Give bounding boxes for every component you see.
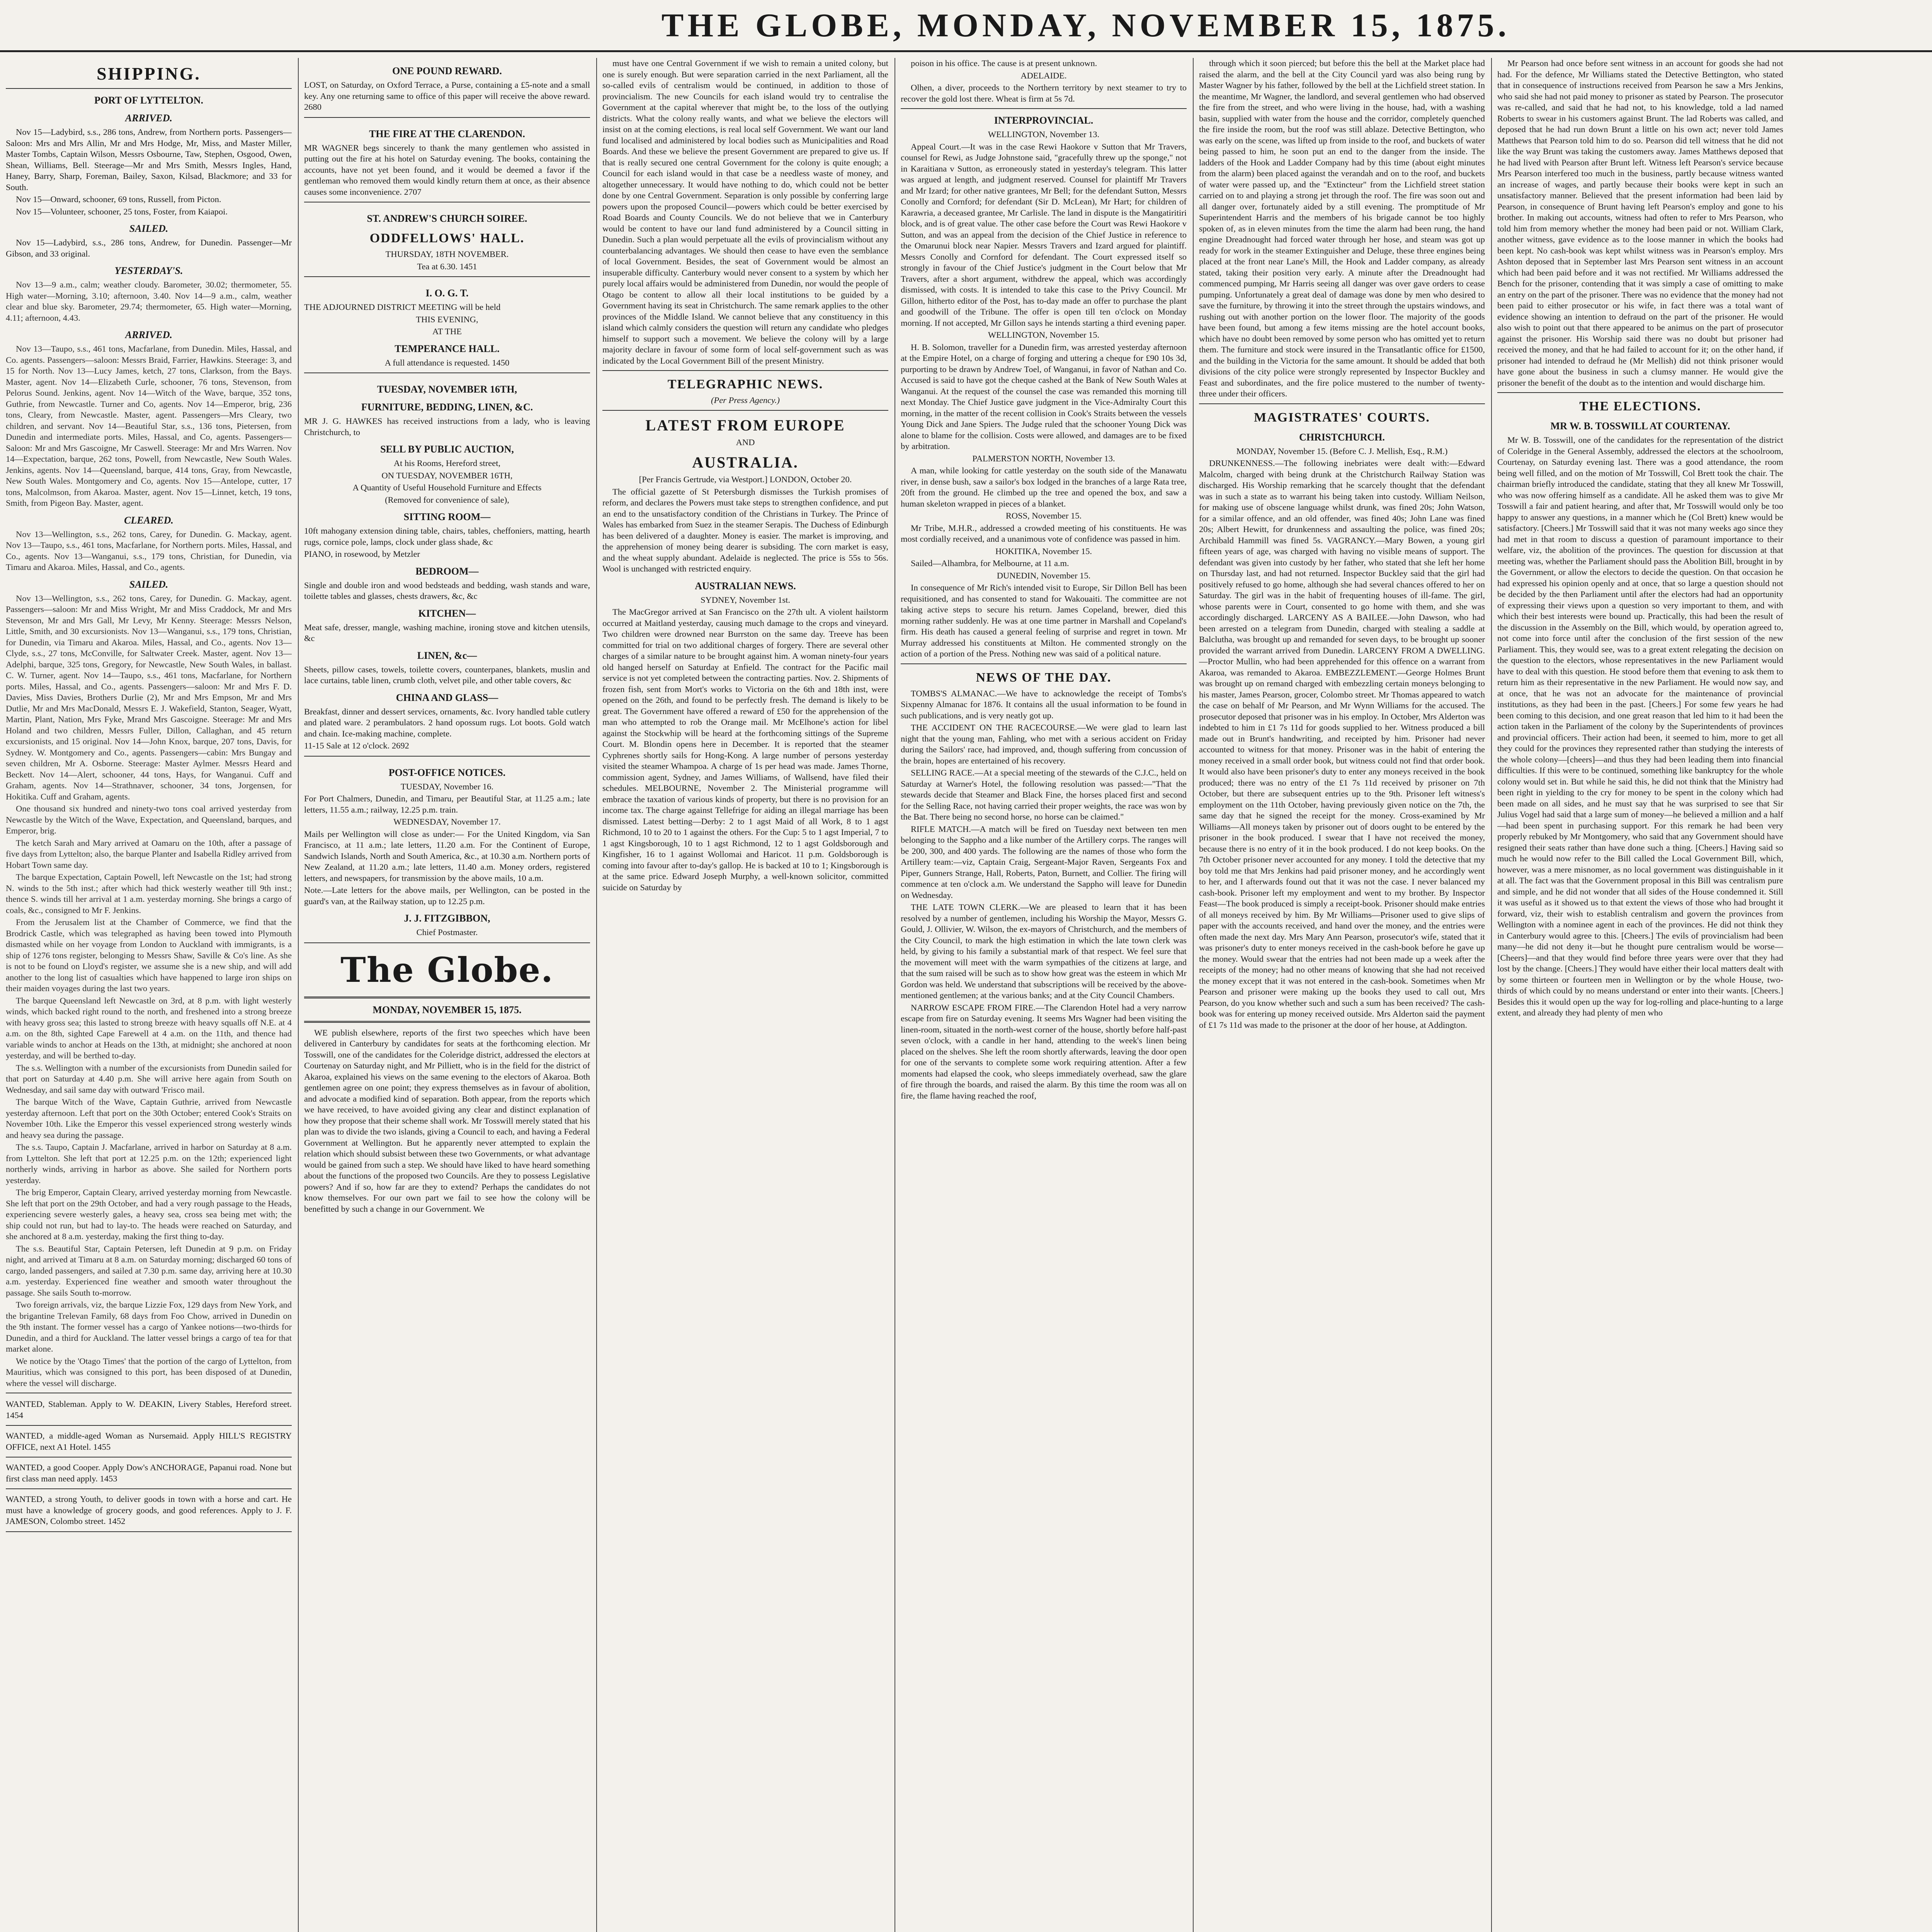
tosswill-heading: MR W. B. TOSSWILL AT COURTENAY. bbox=[1550, 420, 1730, 432]
news-item: TOMBS'S ALMANAC.—We have to acknowledge the receipt of Tombs's Sixpenny Almanac for 1876. It contains all the usual information to be found in such publications, and is very neatly got up. bbox=[901, 688, 1187, 720]
sailed-heading: SAILED. bbox=[129, 223, 168, 234]
auction-china: Breakfast, dinner and dessert services, ornaments, &c. Ivory handled table cutlery and plated ware. 2 perambulators. 2 hand opossum rugs. Lot boots. Gold watch and chain. Ice-making machine, complete. bbox=[304, 706, 590, 738]
telegraphic-heading: TELEGRAPHIC NEWS. bbox=[667, 377, 823, 391]
auction-bedroom: Single and double iron and wood bedsteads and bedding, wash stands and ware, toilette tables and glasses, chests drawers, &c, &c bbox=[304, 580, 590, 601]
auction-date: TUESDAY, NOVEMBER 16TH, bbox=[377, 384, 517, 395]
europe-news: The official gazette of St Petersburgh dismisses the Turkish promises of reform, and declares the Powers must take steps to strengthen confidence, and put an end to the unsatisfactory condition of the Christians in Turkey. The Prince of Wales has embarked from Suez in the steamer Serapis. The Duchess of Edinburgh has been delivered of a daughter. Money is easier. The market is improving, and the apprehension of money being dearer is subsiding. The corn market is easy, and the wheat supply abundant. Adelaide is neglected. The price is 55s to 56s. Wool is unchanged with restricted enquiry. bbox=[602, 486, 888, 573]
shipping-note: From the Jerusalem list at the Chamber of Commerce, we find that the Brodrick Castle, which was telegraphed as having been towed into Plymouth dismasted while on her voyage from London to Auckland with immigrants, is a ship of 1276 tons register, belonging to Messrs Shaw, Saville & Co's line. As she is not to be found on Lloyd's register, we assume she is a new ship, and will add another to the long list of casualties which have happened to large iron ships on their maiden voyages during the last two years. bbox=[6, 917, 292, 993]
tosswill-report: Mr W. B. Tosswill, one of the candidates for the representation of the district of Coleridge in the General Assembly, addressed the electors at the schoolroom, Courtenay, on Saturday evening last. There was a good attendance, the room being well filled, and on the motion of Mr Tosswill, Col Brett took the chair. The chairman briefly introduced the candidate, stating that they all knew Mr Tosswill, who was now offering himself as a candidate. All he asked them was to give Mr Tosswill a fair and patient hearing, and after that, Mr Tosswill would only be too happy to answer any questions, in a manner which he (Col Brett) knew would be satisfactory. [Cheers.] Mr Tosswill said that it was not many weeks ago since they had met in that room to discuss a question of paramount importance to their welfare, viz, the abolition of the provinces. The question for discussion at that meeting was, whether the Parliament should pass the Abolition Bill, brought in by the Government, or allow the electors to decide the question. On that occasion he had expressed his opinion openly and at once, that so large a question should not be decided by the then Parliament until after the electors had had an opportunity of expressing their views upon a question so very important to them, and with which their best interests were bound up. Practically, this had been the result of the discussion in the Assembly on the Bill, which would, by operation agreed to, not come into force until after the conclusion of the first session of the new Parliament. This, they would see, was to a great extent relegating the decision on the question to the electors, whose representatives in the new Parliament would have to deal with this question. He stood before them that evening to ask them to return him as their representative in the new Parliament. He would now say, and at once, that he was not an advocate for the maintenance of provincial institutions, as they had been in the past. [Cheers.] For some few years he had been coming to this decision, and one great reason that led him to it had been the action taken in the Parliament of the colony by the Superintendents of provinces and provincial officers. Their action had been, it seemed to him, more to get all they could for the provinces they represented rather than studying the interests of the whole colony—[cheers]—and thus they had been leading them into financial difficulties. If this were to be continued, something like bankruptcy for the whole colony would set in. But while he said this, he did not think that the Ministry had been right in yielding to the cry for money to be spent in the colony which had been made on all sides, and he must say that he was surprised to see that Sir Julius Vogel had said that a large sum of money—he believed a million and a half—had been spent in purchasing support. For this remark he had been very properly rebuked by Mr Montgomery, who said that any Government should have resigned their seats rather than have done such a thing. [Cheers.] Having said so much he would now refer to the Bill called the Local Government Bill, which, however, was a mere misnomer, as no local government was distinguishable in it at all. The fact was that the Government proposal in this Bill was centralism pure and simple, and he did not wonder that all sides of the House condemned it. Still it was useful as it showed us to that extent the views of those who had brought it forward, viz, their wish to establish centralism and govern the provinces from Wellington with a nominee agent in each of the provinces. He did not think they in Canterbury would agree to this. [Cheers.] The evils of provincialism had been many—he did not deny it—but he thought pure centralism would be worse—[Cheers]—and that they would find before three years were over that they had lost by the change. [Cheers.] They would have either their local matters dealt with by some thirteen or fourteen men in Wellington or by the whole House, two-thirds of which could by no means understand or enter into their wants. [Cheers.] Besides this it would open up the way for log-rolling and place-hunting to a large extent, and already they had plenty of men who bbox=[1497, 435, 1783, 1017]
column-rule bbox=[596, 58, 597, 1932]
columns bbox=[6, 58, 1932, 1932]
latest-heading: LATEST FROM EUROPE bbox=[645, 416, 845, 434]
column-rule bbox=[298, 58, 299, 1932]
auction-intro: MR J. G. HAWKES has received instructions from a lady, who is leaving Christchurch, to bbox=[304, 416, 590, 437]
shipping-note: We notice by the 'Otago Times' that the portion of the cargo of Lyttelton, from Mauritius, which was consigned to this port, has been disposed of at Dunedin, where the vessel will discharge. bbox=[6, 1356, 292, 1388]
soiree-tea: Tea at 6.30. 1451 bbox=[417, 261, 477, 271]
reward-heading: ONE POUND REWARD. bbox=[392, 65, 502, 77]
cleared-heading: CLEARED. bbox=[124, 514, 173, 526]
interprovincial-heading: INTERPROVINCIAL. bbox=[994, 115, 1094, 126]
column-rule bbox=[1193, 58, 1194, 1932]
arrival-entry: Nov 15—Onward, schooner, 69 tons, Russell, from Picton. bbox=[16, 194, 221, 204]
auction-sell: SELL BY PUBLIC AUCTION, bbox=[380, 444, 514, 455]
court-report: DRUNKENNESS.—The following inebriates were dealt with:—Edward Malcolm, charged with being drunk at the Christchurch Railway Station was discharged. His Worship remarking that he scarcely thought that the defendant was in such a state as to warrant his being taken into custody. William Neilson, for making use of obscene language whilst drunk, was fined 20s; John Watson, for a similar offence, and an old offender, was fined 40s; John Lane was fined 20s; Albert Hewitt, for drunkenness and assaulting the police, was fined 20s; Archibald Hammill was fined 5s. VAGRANCY.—Mary Bowen, a young girl fifteen years of age, was charged with having no visible means of support. The defendant was given into custody by her father, who stated that she left her home on Thursday last, and had not returned. Inspector Buckley said that the girl had positively refused to go home, although she had several chances offered to her on Saturday. The girl was in the habit of frequenting houses of ill-fame. The girl, whose parents were in Court, consented to go home with them, and she was accordingly discharged. LARCENY AS A BAILEE.—John Dawson, who had been arrested on a telegram from Dunedin, charged with stealing a saddle at Balclutha, was brought up and remanded for seven days, to be brought up sooner provided the warrant arrived from Dunedin. LARCENY FROM A DWELLING.—Proctor Mullin, who had been apprehended for this offence on a warrant from Akaroa, was remanded to Akaroa. EMBEZZLEMENT.—George Holmes Brunt was brought up on remand charged with embezzling certain moneys belonging to his master, James Pearson, grocer, Colombo street. Mr Thomas appeared to watch the case on behalf of Mr Pearson, and Mr Wynn Williams for the accused. The prosecutor deposed that prisoner was in his employ. In October, Mrs Alderton was indebted to him in £1 7s 11d for goods supplied to her. Witness produced a bill made out in Brunt's handwriting, and receipted by him. Prisoner had never accounted to witness for that money. Prisoner was in the habit of entering the money received in a small order book, but witness could not find that order book. It would also have been prisoner's duty to enter any moneys received in the book produced; there was no entry of the £1 7s 11d received by prisoner on 7th October, but there are subsequent entries up to the 9th. Prisoner left witness's employment on the 11th October, having previously given notice on the 7th, the same day that he signed the receipt for the money. Cross-examined by Mr Williams—All moneys taken by prisoner out of doors ought to be entered by the prisoner in the book produced. I swear that I have not received the money, because there is no entry of it in the book produced. I do not keep books. On the 7th October prisoner never accounted for any money. I told the detective that my boy told me that Mrs Jenkins had paid prisoner money, and he accordingly went to her, and I afterwards found out that it was not the case. I never balanced my cash-book. Prisoner left my employment and went to my brother. By Inspector Feast—The book produced is simply a receipt-book. Prisoner should make entries of all moneys received by him. By Mr Williams—Prisoner used to give slips of paper with the accounts received, and hand over the money, and the entries were often made the next day. Mrs Mary Ann Pearson, prosecutor's wife, stated that it was prisoner's duty to enter moneys received in the cash-book before he gave up the money. Would swear that the entries had not been made up a week after the receipts of the money; had no other means of knowing that she had not received the money except that it was not entered in the cash-book. Sometimes when Mr Pearson and prisoner were making up the books they used to call out, Mrs Pearson, do you know whether such and such a sum has been received? The cash-book was for entering up money received outside. Mrs Alderton said the payment of £1 7s 11d was made to the prisoner at the door of her house, at Addington. bbox=[1199, 458, 1485, 1030]
soiree-date: THURSDAY, 18TH NOVEMBER. bbox=[385, 249, 509, 259]
australian-continued: poison in his office. The cause is at present unknown. bbox=[911, 58, 1097, 68]
yesterday-heading: YESTERDAY'S. bbox=[114, 265, 183, 276]
iogt-evening: THIS EVENING, bbox=[416, 314, 478, 324]
latest-australia: AUSTRALIA. bbox=[692, 454, 799, 471]
classified-ad bbox=[6, 1397, 292, 1426]
shipping-note: The s.s. Wellington with a number of the excursionists from Dunedin sailed for that port on Saturday at 4.40 p.m. She will arrive here again from South on Wednesday, and sail same day with outward 'Frisco mail. bbox=[6, 1063, 292, 1095]
column-5 bbox=[1199, 58, 1485, 1932]
classified-ad bbox=[6, 1461, 292, 1489]
post-wednesday-body: Mails per Wellington will close as under:— For the United Kingdom, via San Francisco, at 11 a.m.; late letters, 11.20 a.m. For the Continent of Europe, Sandwich Islands, North and South America, &c., at 10.30 a.m. Northern ports of New Zealand, at 11.20 a.m.; late letters, 11.40 a.m. Money orders, registered letters, and newspapers, for transmission by the above mails, 10 a.m. bbox=[304, 829, 590, 883]
interprovincial-news-2: H. B. Solomon, traveller for a Dunedin firm, was arrested yesterday afternoon at the Empire Hotel, on a charge of forging and uttering a cheque for £90 10s 3d, purporting to be drawn by Andrew Toel, of Wanganui, in favor of Nathan and Co. Accused is said to have got the cheque cashed at the Bank of New South Wales at Wanganui. At the request of the counsel the case was remanded this morning till next Monday. The Chief Justice gave judgment in the Vice-Admiralty Court this morning, in the matter of the recent collision in Cook's Straits between the vessels Young Dick and Jane Spiers. The Judge ruled that the schooner Young Dick was alone to blame for the collision. Costs were allowed, and damages are to be fixed by arbitration. bbox=[901, 342, 1187, 451]
cleared-list: Nov 13—Wellington, s.s., 262 tons, Carey, for Dunedin. G. Mackay, agent. Nov 13—Taupo, s.s., 461 tons, Macfarlane, for Northern ports. Miles, Hassal, and Co., agents. Nov 13—Wanganui, s.s., 179 tons, Christian, for Dunedin, via Timaru and Akaroa. Miles, Hassal, and Co., agents. bbox=[6, 529, 292, 572]
classified-ad bbox=[6, 1429, 292, 1458]
iogt-note: A full attendance is requested. 1450 bbox=[384, 357, 510, 367]
post-tuesday: TUESDAY, November 16. bbox=[401, 781, 493, 791]
adelaide-news: Olhen, a diver, proceeds to the Northern territory by next steamer to try to recover the gold lost there. Wheat is firm at 5s 7d. bbox=[901, 83, 1187, 104]
arrival-entry: Nov 15—Ladybird, s.s., 286 tons, Andrew, from Northern ports. Passengers—Saloon: Mrs and Mrs Allin, Mr and Mrs Hodge, Mr, Miss, and Master Miller, Master Tombs, Captain Wilson, Messrs Osbourne, Taw, Stephen, Osgood, Owen, Shean, Williams, Bell. Steerage—Mr and Mrs Smith, Messrs Ingles, Hand, Haney, Barry, Sharp, Foreman, Bailey, Saxon, Kilsad, Blackmore; and 33 for South. bbox=[6, 127, 292, 192]
ad-text: WANTED, Stableman. Apply to W. DEAKIN, Livery Stables, Hereford street. 1454 bbox=[6, 1399, 292, 1420]
gertrude-line: [Per Francis Gertrude, via Westport.] LONDON, October 20. bbox=[639, 474, 852, 484]
shipping-note: The s.s. Beautiful Star, Captain Petersen, left Dunedin at 9 p.m. on Friday night, and arrived at Timaru at 8 a.m. on Saturday morning; discharged 60 tons of cargo, landed passengers, and sailed at 7.30 p.m. same day, arriving here at 10.30 a.m. yesterday. Experienced fine weather and smooth water throughout the passage. She sails South to-morrow. bbox=[6, 1243, 292, 1298]
auction-kitchen: Meat safe, dresser, mangle, washing machine, ironing stove and kitchen utensils, &c bbox=[304, 622, 590, 643]
fire-body: MR WAGNER begs sincerely to thank the many gentlemen who assisted in putting out the fire at his hotel on Saturday evening. The books, containing the accounts, have not yet been found, and it would be deemed a favor if the gentleman who removed them would kindly return them at once, as their absence causes some inconvenience. 2707 bbox=[304, 143, 590, 197]
auction-sale: 11-15 Sale at 12 o'clock. 2692 bbox=[304, 741, 409, 750]
auction-bedroom-heading: BEDROOM— bbox=[415, 565, 479, 577]
ad-text: WANTED, a good Cooper. Apply Dow's ANCHORAGE, Papanui road. None but first class man need apply. 1453 bbox=[6, 1463, 292, 1483]
shipping-note: The barque Witch of the Wave, Captain Guthrie, arrived from Newcastle yesterday afternoon. Left that port on the 30th October; entered Cook's Straits on November 10th. Like the Emperor this vessel experienced strong westerly winds and heavy sea during the passage. bbox=[6, 1097, 292, 1140]
auction-linen-heading: LINEN, &c— bbox=[417, 650, 477, 661]
ad-text: WANTED, a middle-aged Woman as Nursemaid. Apply HILL'S REGISTRY OFFICE, next A1 Hotel. 1455 bbox=[6, 1431, 292, 1452]
post-wednesday: WEDNESDAY, November 17. bbox=[393, 817, 501, 827]
masthead bbox=[0, 0, 1932, 52]
hall-name: ODDFELLOWS' HALL. bbox=[369, 231, 525, 245]
classified-ad bbox=[6, 1492, 292, 1532]
post-office-notices bbox=[304, 760, 590, 943]
sydney-dateline: SYDNEY, November 1st. bbox=[700, 595, 791, 605]
magistrates-heading: MAGISTRATES' COURTS. bbox=[1254, 410, 1430, 425]
news-item: THE LATE TOWN CLERK.—We are pleased to learn that it has been resolved by a number of gentlemen, including his Worship the Mayor, Messrs G. Gould, J. Ollivier, W. Wilson, the ex-mayors of Christchurch, and the members of the City Council, to mark the high estimation in which the late town clerk was held, by giving to his family a substantial mark of that respect. We feel sure that the movement will meet with the warm sympathies of the citizens at large, and that the sum raised will be such as to show how great was the esteem in which Mr Gordon was held. We understand that subscriptions will be received by the above-mentioned gentlemen; at the various banks; and at the City Council Chambers. bbox=[901, 902, 1187, 1000]
fire-report-continued: through which it soon pierced; but before this the bell at the Market place had raised the alarm, and the bell at the City Council yard was also being rung by Master Wagner by his father, followed by the bell at the Lichfield street station. In the meantime, Mr Wagner, the landlord, and several gentlemen who had observed the fire from the street, and who were living in the house, had, with a washing basin, supplied with water from the house and the corridor, completely quenched the fire inside the room, but the roof was still ablaze. Detective Bettington, who was early on the scene, was lifted up from inside to the roof, and buckets of water being passed to him, he soon put an end to the danger from the inside. The ladders of the Hook and Ladder Company had by this time (about eight minutes from the alarm) been placed against the verandah and on to the roof, and buckets of water were passed up, and the "Extincteur" from the Lichfield street station carried on to and playing a strong jet through the roof. The fire was soon out and all danger over, fortunately aided by a still evening. The promptitude of Mr Superintendent Harris and the members of his brigade cannot be too highly spoken of, as in eleven minutes from the time the alarm had been rung, the hand engine Dreadnought had forced water through her hose, and steam was got up ready for work in the steamer Extinguisher and Deluge, these three engines being placed at the front near Lane's Mill, the Hook and Ladder company, as already stated, taking their position very early. A minute after the Dreadnought had commenced pumping, Mr Harris seeing all danger was over gave orders to cease pumping. Unfortunately a great deal of damage was done by men who desired to save the furniture, by throwing it into the street through the upstairs windows, and rushing out with another portion on the lower floor. The majority of the goods have been found, but among a few items missing are the hotel account books, which have no doubt been removed by some person who has omitted yet to return them. The furniture and stock were insured in the Transatlantic office for £1500, and the building in the Victoria for the same amount. It should be added that both divisions of the city police were strongly represented by Inspector Buckley and Feast and subordinates, and the fire police mustered to the number of twenty-three under their officers. bbox=[1199, 58, 1485, 398]
arrivals-list: Nov 13—Taupo, s.s., 461 tons, Macfarlane, from Dunedin. Miles, Hassal, and Co. agents. Passengers—saloon: Messrs Braid, Farrier, Hawkins. Steerage: 3, and 15 for North. Nov 13—Lucy James, ketch, 27 tons, Clarkson, from the Bays. Master, agent. Nov 14—Elizabeth Curle, schooner, 76 tons, Stevenson, from Pelorus Sound. Jenkins, agent. Nov 14—Witch of the Wave, barque, 352 tons, Guthrie, from Newcastle. Turner and Co, agents. Nov 14—Emperor, brig, 236 tons, Cleary, from Newcastle. Master, agent. Passengers—Mrs Cleary, two children, and servant. Nov 14—Beautiful Star, s.s., 136 tons, Pietersen, from Dunedin and intermediate ports. Miles, Hassal, and Co, agents. Passengers—Saloon: Mr and Mrs Gascoigne, Mr Caswell. Steerage: Mr and Mrs Warren. Nov 14—Expectation, barque, 262 tons, Powell, from Newcastle, New South Wales. Jenkins, agents. Nov 14—Queensland, barque, 414 tons, Gray, from Newcastle, New South Wales. Montgomery and Co, agents. Nov 15—Antelope, cutter, 17 tons, Malcolmson, from Akaroa. Master, agent. Nov 15—Linnet, ketch, 19 tons, Smith, from Pigeon Bay. Master, agent. bbox=[6, 344, 292, 508]
shipping-note: The barque Queensland left Newcastle on 3rd, at 8 p.m. with light westerly winds, which backed right round to the north, and freshened into a strong breeze with heavy gross sea; this lasted to strong breeze with heavy squalls off N.E. at 4 a.m. on the 8th, sighted Cape Farewell at 4 a.m. on the 11th, and thence had variable winds to anchor at Heads on the 13th, at midnight; she anchored at noon yesterday, and will be berthed to-day. bbox=[6, 995, 292, 1060]
news-item: SELLING RACE.—At a special meeting of the stewards of the C.J.C., held on Saturday at Warner's Hotel, the following resolution was passed:—"That the stewards decide that Steamer and Black Fine, the horses placed first and second for the Selling Race, not having carried their proper weights, the race was won by the Bat. There being no second horse, no horse can be claimed." bbox=[901, 768, 1187, 821]
soiree-ad bbox=[304, 206, 590, 277]
column-2 bbox=[304, 58, 590, 1932]
reward-ad bbox=[304, 58, 590, 118]
iogt-body: THE ADJOURNED DISTRICT MEETING will be held bbox=[304, 302, 501, 312]
auction-removed: (Removed for convenience of sale), bbox=[385, 495, 509, 505]
column-3 bbox=[602, 58, 888, 1932]
shipping-heading: SHIPPING. bbox=[97, 64, 201, 83]
auction-china-heading: CHINA AND GLASS— bbox=[396, 692, 498, 703]
editorial-text: WE publish elsewhere, reports of the first two speeches which have been delivered in Canterbury by candidates for seats at the forthcoming election. Mr Tosswill, one of the candidates for the Coleridge district, addressed the electors at Courtenay on Saturday night, and Mr Pilliett, who is in the field for the district of Akaroa, explained his views on the same evening to the electors of Akaroa. Both gentlemen agree on one point; they express themselves as in favour of abolition, and advocate a modified kind of separation. Both appear, from the reports which we have received, to have avoided giving any clear and distinct explanation of how they propose that their scheme shall work. Mr Tosswill merely stated that his plan was to divide the two islands, giving a Council to each, and having a Federal Government at Wellington. But he apparently never attempted to explain the relation which should subsist between these two Governments, or what advantage would be gained from such a step. We should have liked to have heard something about the functions of the proposed two Councils. Are they to possess Legislative powers? And if so, how far are they to extend? Perhaps the candidates do not know themselves. For our own part we fail to see how the colony will be benefitted by such a change in our Government. We bbox=[304, 1027, 590, 1214]
iogt-at: AT THE bbox=[432, 327, 462, 336]
sailed-list: Nov 13—Wellington, s.s., 262 tons, Carey, for Dunedin. G. Mackay, agent. Passengers—saloon: Mr and Miss Wright, Mr and Miss Craddock, Mr and Mrs Stevenson, Mr and Mrs Gall, Mr Levy, Mr Kenny. Steerage: Messrs Nelson, Little, Smith, and 30 excursionists. Nov 13—Wanganui, s.s., 179 tons, Christian, for Dunedin, via Timaru and Akaroa. Miles, Hassal, and Co., agents. Nov 13—Clyde, s.s., 27 tons, McConville, for Saltwater Creek. Master, agent. Nov 13—Adelphi, barque, 325 tons, Gregory, for Newcastle, New South Wales, in ballast. C. W. Turner, agent. Nov 14—Taupo, s.s., 461 tons, Macfarlane, for Northern ports. Miles, Hassal, and Co., agents. Passengers—saloon: Mr and Mrs F. D. Davies, Miss Davies, Brothers Durlie (2), Mr and Mrs Empson, Mr and Mrs Dutlie, Mr and Mrs MacDonald, Messrs E. J. Wakefield, Stanton, Seager, Wyatt, Martin, Plant, Nation, Mrs Fyke, Mrand Mrs Gascoigne. Steerage: Mr and Mrs Holand and two children, Messrs Fuller, Dillon, Callaghan, and 45 return excursionists, and 15 original. Nov 14—John Knox, barque, 207 tons, Davis, for Sydney. W. Montgomery and Co., agents. Passengers—cabin: Mrs Bungay and seven children, Mr A. Osborne. Steerage: Master Aylmer. Messrs Heard and Beckett. Nov 14—Alert, schooner, 44 tons, Hays, for Wanganui. Cuff and Graham, agents. Nov 14—Strathnaver, schooner, 34 tons, Jorgensen, for Hokitika. Cuff and Graham, agents. bbox=[6, 593, 292, 801]
ross-news: Mr Tribe, M.H.R., addressed a crowded meeting of his constituents. He was most cordially received, and a unanimous vote of confidence was passed in him. bbox=[901, 523, 1187, 544]
latest-and: AND bbox=[736, 437, 755, 447]
auction-when: ON TUESDAY, NOVEMBER 16TH, bbox=[381, 470, 513, 480]
wellington-dateline-2: WELLINGTON, November 15. bbox=[988, 330, 1100, 340]
press-agency: (Per Press Agency.) bbox=[711, 395, 780, 405]
fire-notice bbox=[304, 121, 590, 203]
auction-sitting: 10ft mahogany extension dining table, chairs, tables, cheffoniers, matting, hearth rugs, cornice pole, lamps, clock under glass shade, &c bbox=[304, 526, 590, 547]
masthead-title: THE GLOBE, MONDAY, NOVEMBER 15, 1875. bbox=[661, 7, 1510, 44]
iogt-hall: TEMPERANCE HALL. bbox=[395, 343, 500, 354]
shipping-note: Two foreign arrivals, viz, the barque Lizzie Fox, 129 days from New York, and the brigantine Trelevan Family, 68 days from Foo Chow, arrived in Dunedin on the 9th instant. The former vessel has a cargo of Yankee notions—two-thirds for Dunedin, and a third for Auckland. The latter vessel brings a cargo of tea for that market alone. bbox=[6, 1300, 292, 1354]
ross-dateline: ROSS, November 15. bbox=[1005, 511, 1082, 520]
post-signature: J. J. FITZGIBBON, bbox=[404, 913, 490, 924]
news-item: NARROW ESCAPE FROM FIRE.—The Clarendon Hotel had a very narrow escape from fire on Saturday evening. It seems Mrs Wagner had been visiting the linen-room, situated in the north-west corner of the house, shortly before half-past seven o'clock, with a candle in her hand, attending to the week's linen being placed on the shelves. She left the room shortly afterwards, leaving the door open for one of the servants to complete some work requiring attention. After a few moments had elapsed the cook, who sleeps immediately overhead, saw the glare of fire through the boards, and raised the alarm. By this time the room was all on fire, the flame having reached the roof, bbox=[901, 1002, 1187, 1100]
editorial-continued: must have one Central Government if we wish to remain a united colony, but one is surely enough. But were separation carried in the next Parliament, all the so-called evils of centralism would be continued, in addition to those of provincialism. The new Councils for each island would try to centralise the Government at the capital wherever that might be, to the loss of the outlying districts. What the colony really wants, and what we believe the electors will insist on at the coming elections, is real local self Government. We want our land fund localised and administered by local bodies such as Municipalities and Road Boards. And these we believe the present Government are prepared to give us. If that is really secured one central Government for the colony is quite enough; a Council for each island would in that case be a needless waste of money, and altogether unnecessary. It would have nothing to do, which could not be better done by one Central Government. Separation is only possible by conferring large powers upon the proposed Council—powers which could be better exercised by Road Boards and County Councils. We do not believe that we in Canterbury would be content to have our land fund administered by a Council sitting in Dunedin. Such a plan would perpetuate all the evils of provincialism without any counterbalancing advantages. We should then cease to have even the semblance of local Government. Besides, the seat of Government would be almost an insuperable difficulty. Canterbury would never consent to a system by which her purely local affairs would be administered from Dunedin, nor would the people of Otago be content to allow all their local institutions to be guided by a Government having its seat in Christchurch. The same remark applies to the other provinces of the Middle Island. We cannot believe that any constituency in this island which calmly considers the question will return any candidate who pledges himself to support such a movement. We believe the colony will by a large majority declare in favour of some form of local self-government such as was indicated by the Local Government Bill of the present Ministry. bbox=[602, 58, 888, 366]
port-heading: PORT OF LYTTELTON. bbox=[94, 95, 204, 106]
shipping-note: The s.s. Taupo, Captain J. Macfarlane, arrived in harbor on Saturday at 8 a.m. from Lyttelton. She left that port at 12.25 p.m. on the 12th; experienced light northerly winds, arriving in harbor as above. She sailed for Northern ports yesterday. bbox=[6, 1142, 292, 1185]
court-date: MONDAY, November 15. (Before C. J. Mellish, Esq., R.M.) bbox=[1236, 446, 1448, 456]
column-rule bbox=[1491, 58, 1492, 1932]
court-report-continued: Mr Pearson had once before sent witness in an account for goods she had not had. For the defence, Mr Williams stated the Detective Bettington, who stated that in consequence of instructions received from Pearson he saw a Mrs Jenkins, who said she had not paid money to prisoner as stated by Pearson. The prosecutor was re-called, and said that he had not, to his knowledge, told a lad named Roberts to swear in his customers against Brunt. The lad Roberts was called, and deposed that he had run down Brunt a little on his own act; never told James Matthews that Pearson told him to do so. Pearson did tell witness that he did not like the way Brunt was taking the customers away. James Matthews deposed that he had lived with Pearson after Brunt left. Witness left Pearson's service because Mrs Pearson interfered too much in the business, partly because witness wanted an increase of wages, and partly because their books were kept in such an unsatisfactory manner. Believed that the present information had been laid by Pearson, in consequence of Brunt having left Pearson's employ and gone to his brother. In making out accounts, witness had often to refer to Mrs Pearson, who told him from memory whether the money had been paid or not. William Clark, another witness, gave evidence as to the loose manner in which the books had been kept. No cash-book was kept whilst witness was in Pearson's employ. Mrs Ashton deposed that in September last Mrs Pearson sent witness in an account which had been paid before and it was not rectified. Mr Williams addressed the Bench for the prisoner, contending that it was simply a case of omitting to make an entry on the part of the prisoner. There was no evidence that the money had not been paid to either prosecutor or his wife, in fact there was a total want of evidence showing an intention to defraud on the part of the prisoner. He would also wish to point out that there appeared to be animus on the part of prosecutor against the prisoner. His Worship said there was no doubt but prisoner had received the money, and that he had failed to account for it; on the other hand, if prisoner had intended to defraud he (Mr Mellish) did not think prisoner would have gone about the business in such a clumsy manner. He would give the prisoner the benefit of the doubt as to the intention and would discharge him. bbox=[1497, 58, 1783, 388]
shipping-note: The barque Expectation, Captain Powell, left Newcastle on the 1st; had strong N. winds to the 5th inst.; after which had thick westerly weather till 9th inst.; thence S. winds till her arrival at 1 a.m. yesterday morning. She brings a cargo of coals, &c., consigned to Mr F. Jenkins. bbox=[6, 872, 292, 915]
post-tuesday-body: For Port Chalmers, Dunedin, and Timaru, per Beautiful Star, at 11.25 a.m.; late letters, 11.55 a.m.; railway, 12.25 p.m. train. bbox=[304, 794, 590, 815]
australian-heading: AUSTRALIAN NEWS. bbox=[695, 580, 796, 592]
issue-date: MONDAY, NOVEMBER 15, 1875. bbox=[372, 1004, 522, 1015]
reward-body: LOST, on Saturday, on Oxford Terrace, a Purse, containing a £5-note and a small key. Any one returning same to office of this paper will receive the above reward. 2680 bbox=[304, 80, 590, 112]
news-of-the-day-heading: NEWS OF THE DAY. bbox=[976, 670, 1112, 685]
auction-linen: Sheets, pillow cases, towels, toilette covers, counterpanes, blankets, muslin and lace curtains, table linen, crumb cloth, velvet pile, and other table covers, &c bbox=[304, 664, 590, 685]
shipping-note: One thousand six hundred and ninety-two tons coal arrived yesterday from Newcastle by the Witch of the Wave, Expectation, and Queensland, barques, and Emperor, brig. bbox=[6, 804, 292, 835]
shipping-note: The brig Emperor, Captain Cleary, arrived yesterday morning from Newcastle. She left that port on the 29th October, and had a very rough passage to the Heads, experiencing severe westerly gales, a heavy sea, cross sea being met with; the ship could not run, but had to lay-to. The heads were reached on Saturday, and she anchored at 8 a.m. yesterday, making the first thing to-day. bbox=[6, 1187, 292, 1241]
fire-heading: THE FIRE AT THE CLARENDON. bbox=[369, 128, 525, 139]
palmerston-news: A man, while looking for cattle yesterday on the south side of the Manawatu river, in dense bush, saw a sailor's box lodged in the branches of a large Rata tree, 20ft from the ground. He climbed up the tree and opened the box, and saw a human skeleton wrapped in pieces of a blanket. bbox=[901, 466, 1187, 509]
auction-ad bbox=[304, 376, 590, 757]
christchurch-heading: CHRISTCHURCH. bbox=[1299, 431, 1385, 443]
australian-news: The MacGregor arrived at San Francisco on the 27th ult. A violent hailstorm occurred at Maitland yesterday, causing much damage to the crops and vineyard. Two children were drowned near Burrston on the same day. Treeve has been committed for trial on two additional charges of forgery. There are several other charges of a similar nature to be brought against him. A woman ninety-four years old hanged herself on Saturday at Enfield. The contract for the Pacific mail service is not yet completed between the contracting parties. Nov. 2. Shipments of frozen fish, sent from Mort's works to Victoria on the 6th and 18th inst, were opened on the 26th, and found to be perfectly fresh. The demand is likely to be great. The Government have offered a reward of £50 for the apprehension of the man who attempted to rob the Orange mail. Mr McElhone's action for libel against the Stockwhip will be heard at the forthcoming sittings of the Supreme Court. M. Blondin opens here in December. It is reported that the steamer Cyphrenes shortly sails for Hong-Kong. A large number of persons yesterday visited the steamer Whampoa. A charge of 1s per head was made. James Thorne, commission agent, Sydney, and James Williams, of Wallsend, have filed their schedules. MELBOURNE, November 2. The Ministerial programme will embrace the taxation of various kinds of property, but there is no provision for an income tax. The charge against Tellefrige for aiding an illegal marriage has been dismissed. Latest betting—Derby: 2 to 1 agst Maid of all Work, 8 to 1 agst Richmond, 10 to 20 to 1 against the others. For the Cup: 5 to 1 agst Imperial, 7 to 1 agst Kingsborough, 10 to 1 agst Richmond, 12 to 1 agst Goldsborough and Kingfisher, 16 to 1 against Wollomai and Haricot. 11 p.m. Goldsborough is coming into favour after to-day's gallop. He is backed at 10 to 1; Kingsborough is at the same price. Edward Joseph Murphy, a well-known solicitor, committed suicide on Saturday by bbox=[602, 607, 888, 892]
hokitika-dateline: HOKITIKA, November 15. bbox=[995, 546, 1092, 556]
dunedin-dateline: DUNEDIN, November 15. bbox=[997, 570, 1091, 580]
dunedin-news: In consequence of Mr Rich's intended visit to Europe, Sir Dillon Bell has been requisitioned, and has consented to stand for Wakouaiti. The committee are not taking active steps to secure his return. James Copeland, brewer, died this morning rather suddenly. He was at one time partner in Marshall and Copeland's firm. His death has caused a general feeling of surprise and regret in town. Mr Murray addressed his constituents at Milton. He commented strongly on the action of a portion of the Press. Nothing new was said of a political nature. bbox=[901, 583, 1187, 658]
elections-heading: THE ELECTIONS. bbox=[1579, 399, 1701, 413]
column-6 bbox=[1497, 58, 1783, 1932]
auction-kitchen-heading: KITCHEN— bbox=[418, 607, 476, 619]
palmerston-dateline: PALMERSTON NORTH, November 13. bbox=[972, 453, 1115, 463]
iogt-ad bbox=[304, 280, 590, 373]
auction-sitting-heading: SITTING ROOM— bbox=[403, 511, 491, 522]
news-item: RIFLE MATCH.—A match will be fired on Tuesday next between ten men belonging to the Sappho and a like number of the Artillery corps. The ranges will be 200, 300, and 400 yards. The following are the names of those who form the Artillery team:—viz, Captain Craig, Sergeant-Major Raven, Sergeants Fox and Piper, Gunners Strange, Hall, Roberts, Paton, Burnett, and Collier. The firing will commence at ten o'clock a.m. We understand the Sappho will leave for Dunedin on Wednesday. bbox=[901, 824, 1187, 900]
arrived-heading: ARRIVED. bbox=[125, 112, 173, 124]
auction-where: At his Rooms, Hereford street, bbox=[393, 458, 501, 468]
hokitika-news: Sailed—Alhambra, for Melbourne, at 11 a.m. bbox=[911, 558, 1069, 568]
post-title: Chief Postmaster. bbox=[416, 927, 478, 937]
iogt-heading: I. O. G. T. bbox=[425, 287, 469, 299]
auction-heading: FURNITURE, BEDDING, LINEN, &C. bbox=[361, 401, 533, 413]
interprovincial-news: Appeal Court.—It was in the case Rewi Haokore v Sutton that Mr Travers, counsel for Rewi, as Judge Johnstone said, "gracefully threw up the sponge," not in Karaitiana v Sutton, as erroneously stated in yesterday's telegram. This latter was argued at length, and judgment reserved. Counsel for plaintiff Mr Travers and Mr Izard; for other native grantees, Mr Bell; for the defendant Sutton, Messrs Conolly and Cornford; for defendant (Sir D. McLean), Mr Hart; for children of Karawria, a deceased grantee, Mr Carlisle. The land in dispute is the Mangatiritiri block, and is of great value. The other case before the Court was Rewi Haokore v Sutton, and was an appeal from the decision of the Chief Justice in reference to the Omarunui block near Napier. Messrs Travers and Izard argued for plaintiff. Messrs Conolly and Cornford for defendant. The Court expressed itself so strongly in favour of the Chief Justice's judgment in the Court below that Mr Travers, after a short argument, withdrew the appeal, which was accordingly dismissed, with costs. It is intended to take this case to the Privy Council. Mr Gillon, hitherto editor of the Post, has to-day made an offer to purchase the plant and goodwill of the Tribune. The offer is open till ten o'clock on Monday morning. If not accepted, Mr Gillon says he intends starting a third evening paper. bbox=[901, 141, 1187, 328]
sailed-heading-2: SAILED. bbox=[129, 578, 168, 590]
news-item: THE ACCIDENT ON THE RACECOURSE.—We were glad to learn last night that the young man, Fahling, who met with a serious accident on Friday during the Sailors' race, had improved, and, though suffering from concussion of the brain, hopes are entertained of his recovery. bbox=[901, 723, 1187, 765]
adelaide-dateline: ADELAIDE. bbox=[1020, 70, 1067, 80]
shipping-note: The ketch Sarah and Mary arrived at Oamaru on the 10th, after a passage of five days from Lyttelton; also, the barque Planter and Isabella Ridley arrived from Hobart Town same day. bbox=[6, 838, 292, 870]
column-6-wrapper bbox=[1497, 58, 1932, 1932]
globe-logo: The Globe. bbox=[340, 949, 554, 990]
post-note: Note.—Late letters for the above mails, per Wellington, can be posted in the guard's van, at the Railway station, up to 12.25 p.m. bbox=[304, 885, 590, 906]
post-heading: POST-OFFICE NOTICES. bbox=[388, 767, 506, 778]
arrived-heading-2: ARRIVED. bbox=[125, 329, 173, 340]
ad-text: WANTED, a strong Youth, to deliver goods in town with a horse and cart. He must have a knowledge of grocery goods, and good references. Apply to J. F. JAMESON, Colombo street. 1452 bbox=[6, 1494, 292, 1526]
weather-report: Nov 13—9 a.m., calm; weather cloudy. Barometer, 30.02; thermometer, 55. High water—Morning, 3.10; afternoon, 3.40. Nov 14—9 a.m., calm, weather clear and blue sky. Barometer, 29.74; thermometer, 65. High water—Morning, 4.11; afternoon, 4.43. bbox=[6, 280, 292, 323]
auction-piano: PIANO, in rosewood, by Metzler bbox=[304, 549, 420, 559]
auction-what: A Quantity of Useful Household Furniture and Effects bbox=[352, 483, 542, 492]
arrival-entry: Nov 15—Volunteer, schooner, 25 tons, Foster, from Kaiapoi. bbox=[16, 206, 228, 216]
wellington-dateline: WELLINGTON, November 13. bbox=[988, 129, 1100, 139]
column-4 bbox=[901, 58, 1187, 1932]
soiree-heading: ST. ANDREW'S CHURCH SOIREE. bbox=[367, 213, 527, 224]
sailed-entry: Nov 15—Ladybird, s.s., 286 tons, Andrew, for Dunedin. Passenger—Mr Gibson, and 33 original. bbox=[6, 238, 292, 259]
column-1 bbox=[6, 58, 292, 1932]
